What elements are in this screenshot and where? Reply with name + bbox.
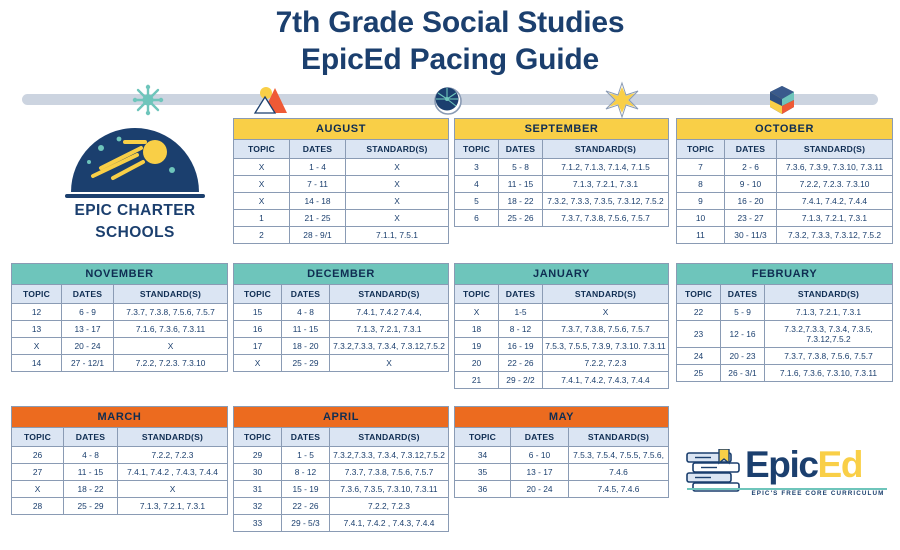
snowflake-icon <box>128 80 168 120</box>
cell-topic: X <box>234 159 290 176</box>
column-header-standards: STANDARD(S) <box>346 140 449 159</box>
column-header-topic: TOPIC <box>12 285 62 304</box>
cell-standards: 7.3.2, 7.3.3, 7.3.5, 7.3.12, 7.5.2 <box>543 193 669 210</box>
cell-dates: 29 - 5/3 <box>282 515 330 532</box>
month-table-january <box>454 263 669 389</box>
cell-topic: 5 <box>455 193 499 210</box>
cell-dates: 16 - 19 <box>499 338 543 355</box>
cell-dates: 2 - 6 <box>725 159 777 176</box>
column-header-standards: STANDARD(S) <box>543 285 669 304</box>
table-row <box>234 515 449 532</box>
cell-topic: 7 <box>677 159 725 176</box>
cell-standards: 7.4.1, 7.4.2, 7.4.3, 7.4.4 <box>543 372 669 389</box>
cell-topic: 16 <box>234 321 282 338</box>
cell-dates: 5 - 8 <box>499 159 543 176</box>
column-header-topic: TOPIC <box>234 140 290 159</box>
column-header-dates: DATES <box>282 428 330 447</box>
table-row <box>234 338 449 355</box>
month-table-november <box>11 263 228 372</box>
cell-topic: 34 <box>455 447 511 464</box>
month-table-august <box>233 118 449 244</box>
epiced-tagline: EPIC'S FREE CORE CURRICULUM <box>751 490 885 497</box>
compass-icon <box>428 80 468 120</box>
column-header-topic: TOPIC <box>677 140 725 159</box>
table-row <box>234 464 449 481</box>
books-icon <box>685 449 743 498</box>
table-row <box>455 338 669 355</box>
cell-topic: 14 <box>12 355 62 372</box>
charter-schools-logo <box>55 128 215 241</box>
title-line-1: 7th Grade Social Studies <box>275 6 625 39</box>
epiced-wordmark <box>745 445 862 485</box>
cell-dates: 18 - 22 <box>499 193 543 210</box>
cell-standards: 7.4.1, 7.4.2 , 7.4.3, 7.4.4 <box>118 464 228 481</box>
cell-standards: 7.5.3, 7.5.5, 7.3.9, 7.3.10. 7.3.11 <box>543 338 669 355</box>
cell-standards: X <box>330 355 449 372</box>
cell-dates: 18 - 22 <box>64 481 118 498</box>
table-row <box>455 176 669 193</box>
cell-dates: 20 - 24 <box>62 338 114 355</box>
table-row <box>234 227 449 244</box>
cell-standards: 7.5.3, 7.5.4, 7.5.5, 7.5.6, <box>569 447 669 464</box>
column-header-topic: TOPIC <box>234 285 282 304</box>
column-header-standards: STANDARD(S) <box>569 428 669 447</box>
cell-topic: 3 <box>455 159 499 176</box>
cell-standards: 7.1.6, 7.3.6, 7.3.10, 7.3.11 <box>765 365 893 382</box>
cell-dates: 9 - 10 <box>725 176 777 193</box>
cell-dates: 1 - 4 <box>290 159 346 176</box>
cell-dates: 11 - 15 <box>499 176 543 193</box>
month-table-october <box>676 118 893 244</box>
column-header-topic: TOPIC <box>12 428 64 447</box>
cell-standards: 7.4.1, 7.4.2 , 7.4.3, 7.4.4 <box>330 515 449 532</box>
cell-dates: 22 - 26 <box>499 355 543 372</box>
cell-dates: 11 - 15 <box>282 321 330 338</box>
table-row <box>12 498 228 515</box>
month-title: SEPTEMBER <box>455 119 669 140</box>
month-table-december <box>233 263 449 372</box>
cell-topic: 19 <box>455 338 499 355</box>
table-row <box>12 481 228 498</box>
cell-topic: X <box>234 176 290 193</box>
cell-standards: 7.2.2, 7.2.3 <box>118 447 228 464</box>
cell-topic: 1 <box>234 210 290 227</box>
cell-dates: 25 - 26 <box>499 210 543 227</box>
cell-topic: 27 <box>12 464 64 481</box>
cell-standards: 7.2.2, 7.2.3. 7.3.10 <box>114 355 228 372</box>
cell-standards: X <box>346 210 449 227</box>
month-table-may <box>454 406 669 498</box>
table-row <box>455 372 669 389</box>
cell-topic: 8 <box>677 176 725 193</box>
table-row <box>12 304 228 321</box>
cell-dates: 23 - 27 <box>725 210 777 227</box>
column-header-dates: DATES <box>290 140 346 159</box>
cell-dates: 26 - 3/1 <box>721 365 765 382</box>
cell-dates: 20 - 24 <box>511 481 569 498</box>
cell-standards: 7.1.1, 7.5.1 <box>346 227 449 244</box>
column-header-standards: STANDARD(S) <box>543 140 669 159</box>
cell-topic: 6 <box>455 210 499 227</box>
month-title-row <box>234 119 449 140</box>
cell-dates: 13 - 17 <box>511 464 569 481</box>
cell-standards: 7.3.2,7.3.3, 7.3.4, 7.3.5, 7.3.12,7.5.2 <box>765 321 893 348</box>
month-title-row <box>677 119 893 140</box>
cell-standards: 7.1.3, 7.2.1, 7.3.1 <box>765 304 893 321</box>
cell-dates: 8 - 12 <box>282 464 330 481</box>
column-header-topic: TOPIC <box>234 428 282 447</box>
cell-topic: 18 <box>455 321 499 338</box>
cell-topic: 15 <box>234 304 282 321</box>
month-title-row <box>12 407 228 428</box>
cell-standards: 7.3.6, 7.3.5, 7.3.10, 7.3.11 <box>330 481 449 498</box>
cell-topic: 20 <box>455 355 499 372</box>
column-header-topic: TOPIC <box>455 140 499 159</box>
table-row <box>677 176 893 193</box>
cell-dates: 1 - 5 <box>282 447 330 464</box>
table-row <box>12 464 228 481</box>
column-header-standards: STANDARD(S) <box>765 285 893 304</box>
month-title: MARCH <box>12 407 228 428</box>
cell-dates: 16 - 20 <box>725 193 777 210</box>
cell-topic: X <box>234 355 282 372</box>
cell-standards: X <box>118 481 228 498</box>
cell-dates: 11 - 15 <box>64 464 118 481</box>
cell-standards: 7.3.7, 7.3.8, 7.5.6, 7.5.7 <box>543 210 669 227</box>
month-title-row <box>677 264 893 285</box>
cell-dates: 8 - 12 <box>499 321 543 338</box>
month-title: APRIL <box>234 407 449 428</box>
table-row <box>455 304 669 321</box>
cell-dates: 18 - 20 <box>282 338 330 355</box>
cell-topic: 9 <box>677 193 725 210</box>
cell-standards: 7.2.2, 7.2.3. 7.3.10 <box>777 176 893 193</box>
cell-topic: X <box>12 481 64 498</box>
cell-topic: 32 <box>234 498 282 515</box>
column-header-dates: DATES <box>62 285 114 304</box>
cell-dates: 27 - 12/1 <box>62 355 114 372</box>
cell-standards: 7.2.2, 7.2.3 <box>330 498 449 515</box>
month-title: NOVEMBER <box>12 264 228 285</box>
cell-standards: 7.3.2,7.3.3, 7.3.4, 7.3.12,7.5.2 <box>330 338 449 355</box>
logo-baseline <box>65 194 205 198</box>
cube-icon <box>762 80 802 120</box>
cell-dates: 6 - 9 <box>62 304 114 321</box>
month-title: FEBRUARY <box>677 264 893 285</box>
month-title: MAY <box>455 407 669 428</box>
cell-standards: 7.3.2,7.3.3, 7.3.4, 7.3.12,7.5.2 <box>330 447 449 464</box>
cell-topic: X <box>455 304 499 321</box>
table-row <box>455 159 669 176</box>
cell-topic: 11 <box>677 227 725 244</box>
month-title: JANUARY <box>455 264 669 285</box>
column-header-row <box>234 140 449 159</box>
cell-topic: 12 <box>12 304 62 321</box>
column-header-row <box>455 428 669 447</box>
cell-standards: X <box>346 193 449 210</box>
cell-topic: 29 <box>234 447 282 464</box>
table-row <box>455 321 669 338</box>
table-row <box>234 193 449 210</box>
column-header-row <box>455 140 669 159</box>
table-row <box>12 355 228 372</box>
month-title: DECEMBER <box>234 264 449 285</box>
month-title-row <box>234 407 449 428</box>
cell-topic: X <box>12 338 62 355</box>
table-row <box>677 227 893 244</box>
month-title-row <box>455 119 669 140</box>
cell-standards: 7.4.1, 7.4.2, 7.4.4 <box>777 193 893 210</box>
cell-standards: 7.3.6, 7.3.9, 7.3.10, 7.3.11 <box>777 159 893 176</box>
column-header-topic: TOPIC <box>455 428 511 447</box>
month-title: OCTOBER <box>677 119 893 140</box>
table-row <box>234 481 449 498</box>
cell-dates: 5 - 9 <box>721 304 765 321</box>
table-row <box>455 464 669 481</box>
month-table-april <box>233 406 449 532</box>
month-table-september <box>454 118 669 227</box>
cell-topic: 17 <box>234 338 282 355</box>
column-header-row <box>12 428 228 447</box>
cell-dates: 7 - 11 <box>290 176 346 193</box>
table-row <box>455 193 669 210</box>
month-title-row <box>234 264 449 285</box>
cell-topic: 36 <box>455 481 511 498</box>
column-header-dates: DATES <box>725 140 777 159</box>
table-row <box>234 321 449 338</box>
epiced-word-epic: Epic <box>745 444 818 485</box>
table-row <box>677 348 893 365</box>
epiced-logo <box>681 443 891 505</box>
column-header-standards: STANDARD(S) <box>330 285 449 304</box>
mountains-icon <box>252 80 292 120</box>
column-header-topic: TOPIC <box>455 285 499 304</box>
table-row <box>677 159 893 176</box>
column-header-row <box>677 285 893 304</box>
cell-dates: 25 - 29 <box>282 355 330 372</box>
table-row <box>677 321 893 348</box>
cell-topic: 21 <box>455 372 499 389</box>
cell-standards: 7.3.7, 7.3.8, 7.5.6, 7.5.7 <box>543 321 669 338</box>
charter-logo-line-1: EPIC CHARTER <box>74 202 196 219</box>
cell-dates: 4 - 8 <box>64 447 118 464</box>
table-row <box>234 210 449 227</box>
cell-standards: 7.1.3, 7.2.1, 7.3.1 <box>330 321 449 338</box>
cell-topic: 31 <box>234 481 282 498</box>
column-header-standards: STANDARD(S) <box>114 285 228 304</box>
cell-topic: 13 <box>12 321 62 338</box>
month-title-row <box>455 407 669 428</box>
cell-standards: 7.1.2, 7.1.3, 7.1.4, 7.1.5 <box>543 159 669 176</box>
cell-topic: 10 <box>677 210 725 227</box>
table-row <box>677 304 893 321</box>
cell-standards: 7.2.2, 7.2.3 <box>543 355 669 372</box>
cell-standards: 7.1.3, 7.2.1, 7.3.1 <box>118 498 228 515</box>
comet-emblem <box>71 128 199 192</box>
column-header-dates: DATES <box>499 285 543 304</box>
table-row <box>234 355 449 372</box>
cell-dates: 28 - 9/1 <box>290 227 346 244</box>
cell-standards: 7.3.7, 7.3.8, 7.5.6, 7.5.7 <box>114 304 228 321</box>
title-line-2: EpicEd Pacing Guide <box>301 43 599 76</box>
cell-topic: 23 <box>677 321 721 348</box>
cell-standards: X <box>114 338 228 355</box>
cell-standards: 7.4.1, 7.4.2 7.4.4, <box>330 304 449 321</box>
cell-standards: 7.4.5, 7.4.6 <box>569 481 669 498</box>
cell-dates: 30 - 11/3 <box>725 227 777 244</box>
cell-standards: 7.3.7, 7.3.8, 7.5.6, 7.5.7 <box>765 348 893 365</box>
column-header-row <box>234 428 449 447</box>
table-row <box>234 304 449 321</box>
column-header-dates: DATES <box>499 140 543 159</box>
month-title-row <box>455 264 669 285</box>
cell-standards: 7.4.6 <box>569 464 669 481</box>
table-row <box>455 355 669 372</box>
table-row <box>677 210 893 227</box>
cell-topic: X <box>234 193 290 210</box>
table-row <box>12 447 228 464</box>
cell-topic: 25 <box>677 365 721 382</box>
cell-dates: 13 - 17 <box>62 321 114 338</box>
cell-dates: 14 - 18 <box>290 193 346 210</box>
table-row <box>455 210 669 227</box>
table-row <box>234 159 449 176</box>
cell-dates: 6 - 10 <box>511 447 569 464</box>
cell-topic: 33 <box>234 515 282 532</box>
column-header-dates: DATES <box>721 285 765 304</box>
cell-dates: 21 - 25 <box>290 210 346 227</box>
charter-logo-line-2: SCHOOLS <box>95 224 175 241</box>
month-title-row <box>12 264 228 285</box>
cell-dates: 29 - 2/2 <box>499 372 543 389</box>
column-header-standards: STANDARD(S) <box>777 140 893 159</box>
epiced-word-ed: Ed <box>817 444 863 485</box>
table-row <box>12 321 228 338</box>
page-title <box>0 4 900 78</box>
cell-topic: 2 <box>234 227 290 244</box>
cell-topic: 4 <box>455 176 499 193</box>
cell-standards: 7.1.6, 7.3.6, 7.3.11 <box>114 321 228 338</box>
column-header-standards: STANDARD(S) <box>330 428 449 447</box>
table-row <box>677 193 893 210</box>
cell-topic: 26 <box>12 447 64 464</box>
column-header-row <box>234 285 449 304</box>
cell-dates: 4 - 8 <box>282 304 330 321</box>
table-row <box>234 498 449 515</box>
column-header-standards: STANDARD(S) <box>118 428 228 447</box>
table-row <box>12 338 228 355</box>
table-row <box>234 447 449 464</box>
cell-dates: 15 - 19 <box>282 481 330 498</box>
cell-standards: 7.3.7, 7.3.8, 7.5.6, 7.5.7 <box>330 464 449 481</box>
month-table-march <box>11 406 228 515</box>
column-header-row <box>455 285 669 304</box>
column-header-row <box>12 285 228 304</box>
cell-standards: X <box>346 176 449 193</box>
month-table-february <box>676 263 893 382</box>
table-row <box>455 481 669 498</box>
table-row <box>455 447 669 464</box>
cell-dates: 25 - 29 <box>64 498 118 515</box>
cell-dates: 22 - 26 <box>282 498 330 515</box>
column-header-dates: DATES <box>282 285 330 304</box>
cell-standards: 7.3.2, 7.3.3, 7.3.12, 7.5.2 <box>777 227 893 244</box>
cell-dates: 12 - 16 <box>721 321 765 348</box>
cell-standards: X <box>543 304 669 321</box>
cell-dates: 20 - 23 <box>721 348 765 365</box>
cell-topic: 30 <box>234 464 282 481</box>
cell-standards: 7.1.3, 7.2.1, 7.3.1 <box>543 176 669 193</box>
cell-standards: X <box>346 159 449 176</box>
table-row <box>677 365 893 382</box>
cell-dates: 1-5 <box>499 304 543 321</box>
cell-standards: 7.1.3, 7.2.1, 7.3.1 <box>777 210 893 227</box>
table-row <box>234 176 449 193</box>
cell-topic: 24 <box>677 348 721 365</box>
month-title: AUGUST <box>234 119 449 140</box>
column-header-row <box>677 140 893 159</box>
sun-icon <box>602 80 642 120</box>
cell-topic: 35 <box>455 464 511 481</box>
column-header-topic: TOPIC <box>677 285 721 304</box>
cell-topic: 28 <box>12 498 64 515</box>
column-header-dates: DATES <box>64 428 118 447</box>
cell-topic: 22 <box>677 304 721 321</box>
column-header-dates: DATES <box>511 428 569 447</box>
